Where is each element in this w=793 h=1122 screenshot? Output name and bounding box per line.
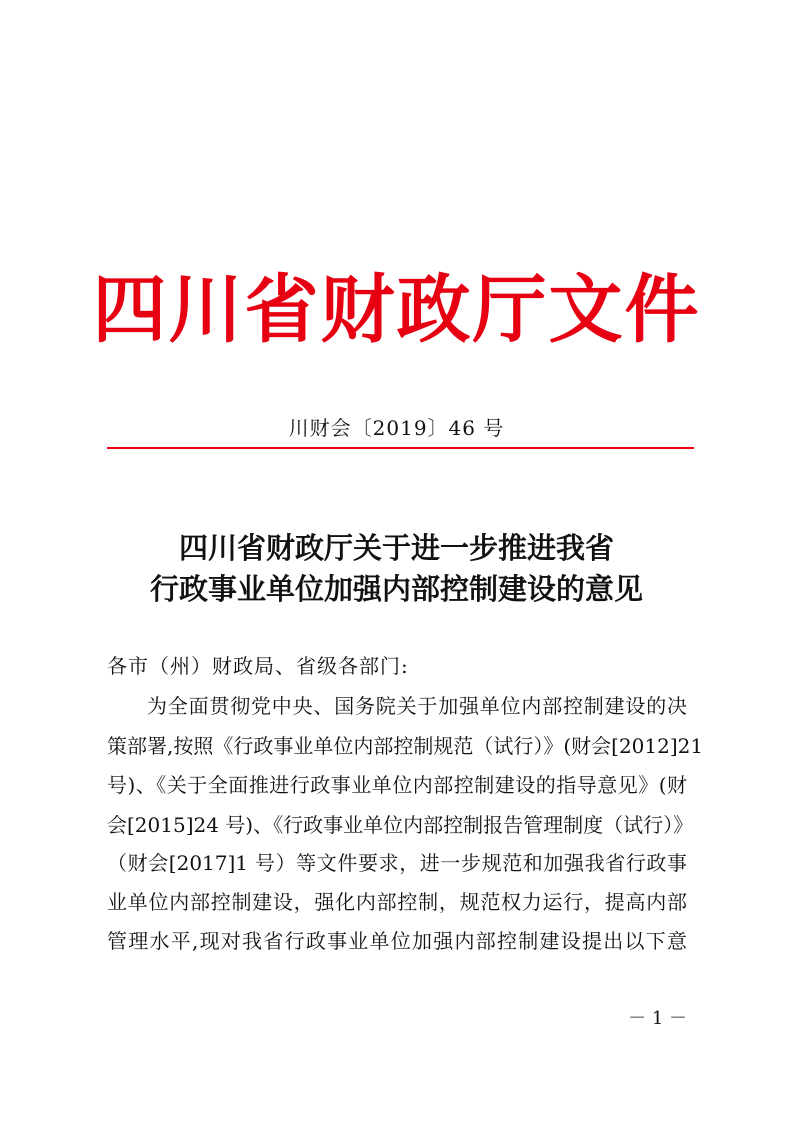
document-title-line-1: 四川省财政厅关于进一步推进我省 xyxy=(178,531,614,565)
body-line-1: 为全面贯彻党中央、国务院关于加强单位内部控制建设的决 xyxy=(147,694,687,718)
page-number: － 1 － xyxy=(628,1008,687,1029)
document-title xyxy=(0,528,793,610)
body-line-3: 号)、《关于全面推进行政事业单位内部控制建设的指导意见》(财 xyxy=(107,773,687,797)
header-divider xyxy=(107,447,694,449)
document-number: 川财会〔2019〕46 号 xyxy=(288,416,505,440)
document-title-line-2: 行政事业单位加强内部控制建设的意见 xyxy=(149,572,643,606)
body-line-6: 业单位内部控制建设，强化内部控制，规范权力运行，提高内部 xyxy=(107,890,687,914)
body-line-2: 策部署,按照《行政事业单位内部控制规范（试行）》(财会[2012]21 xyxy=(107,734,704,758)
body-line-7: 管理水平,现对我省行政事业单位加强内部控制建设提出以下意 xyxy=(107,929,687,953)
document-header-title: 四川省财政厅文件 xyxy=(92,267,701,353)
recipient-line: 各市（州）财政局、省级各部门: xyxy=(107,654,409,678)
body-line-5: （财会[2017]1 号）等文件要求，进一步规范和加强我省行政事 xyxy=(107,851,687,875)
body-line-4: 会[2015]24 号)、《行政事业单位内部控制报告管理制度（试行）》 xyxy=(107,813,694,837)
